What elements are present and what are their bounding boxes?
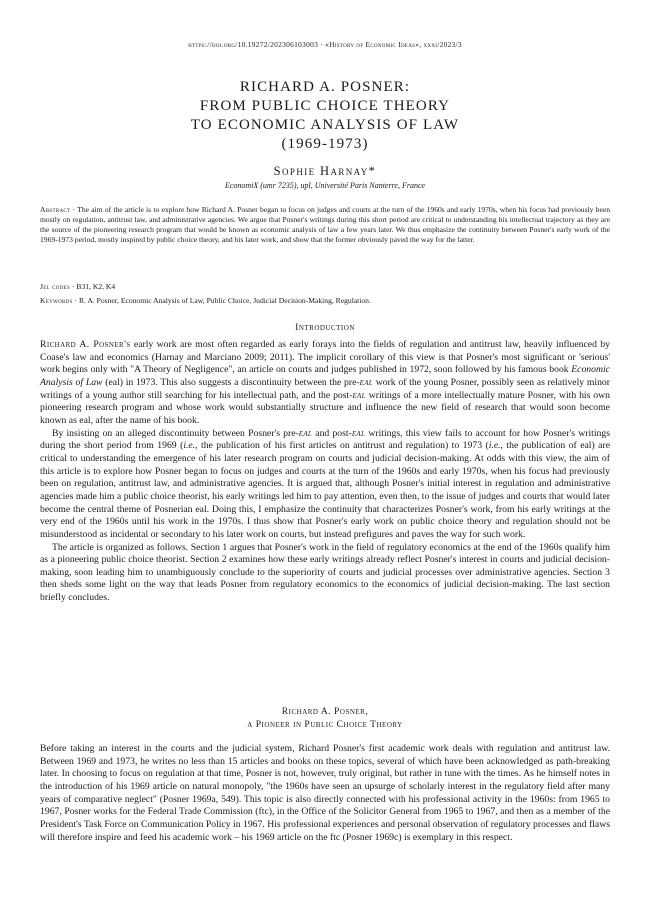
title-line-2: FROM PUBLIC CHOICE THEORY [199, 98, 451, 114]
section-heading-introduction: Introduction [295, 322, 355, 333]
abbrev-eal: eal [298, 427, 313, 439]
paragraph-lead: Richard A. Posner's [40, 339, 131, 350]
keywords-label: Keywords [40, 296, 73, 305]
abstract-label: Abstract [40, 205, 71, 214]
author-affiliation: EconomiX (umr 7235), upl, Université Paris Nanterre, France [224, 181, 426, 190]
jel-separator: · [70, 282, 77, 291]
paragraph-text: and post- [312, 427, 352, 439]
section-heading-line-2: a Pioneer in Public Choice Theory [247, 719, 403, 730]
paragraph-text: (eal) in 1973. This also suggests a discontinuity between the pre- [102, 376, 360, 388]
keywords [40, 296, 610, 306]
section-heading-line-1: Richard A. Posner, [281, 706, 369, 717]
jel-codes [40, 282, 610, 292]
jel-label: Jel codes [40, 282, 71, 291]
title-line-4: (1969-1973) [281, 136, 369, 152]
running-head: https://doi.org/10.19272/202306103003 · «History of Economic Ideas», xxxi/2023/3 [188, 40, 462, 49]
abbrev-eal: eal [351, 427, 366, 439]
section-heading-1 [0, 705, 650, 731]
abstract [40, 205, 610, 245]
author-name [0, 164, 650, 179]
author-name-text: Sophie Harnay [273, 164, 369, 178]
abbrev-ie: i.e. [488, 440, 501, 452]
paragraph-text: , the publication of eal) are critical to understanding the emergence of his later research program on courts and judicial decision-making. At odds with this view, the aim of this article is to explore how Posner began to focus on judges and courts at the turn of the 1960s and early 1970s, when his focus had previously been on regulation, antitrust law, and administrative agencies. It is argued that, although Posner's initial interest in regulation and administrative agencies made him a public choice theorist, his early writings led him to pay attention, even then, to the issue of judges and courts that would later become the central theme of Posnerian eal. Doing this, I emphasize the continuity that characterizes Posner's work, from his early writings at the very end of the 1960s until his work in the 1970s. I thus show that Posner's early work on public choice theory and regulation should not be misunderstood as incidental or secondary to his later work on courts, but instead prefigures and paves the way for such work. [40, 440, 610, 540]
keywords-value: R. A. Posner, Economic Analysis of Law, Public Choice, Judicial Decision-Making, Regulation. [78, 296, 371, 305]
paragraph: The article is organized as follows. Section 1 argues that Posner's work in the field of regulatory economics at the end of the 1960s qualify him as a pioneering public choice theorist. Section 2 examines how these early writings already reflect Posner's interest in courts and judicial decision-making, soon leading him to unambiguously conclude to the superiority of courts and judicial processes over administrative agencies. Section 3 then sheds some light on the way that leads Posner from regulatory economics to the economics of judicial decision-making. The last section briefly concludes. [40, 541, 610, 604]
paragraph-text: , the publication of his first articles on antitrust and regulation) to 1973 ( [195, 440, 489, 452]
title-line-3: TO ECONOMIC ANALYSIS OF LAW [190, 117, 460, 133]
paragraph-text: By insisting on an alleged discontinuity between Posner's pre- [52, 427, 299, 439]
paragraph: Before taking an interest in the courts and the judicial system, Richard Posner's first academic work deals with regulation and antitrust law. Between 1969 and 1973, he writes no less than 15 articles and books on these topics, several of which have been acknowledged as path-breaking later. In choosing to focus on regulation at that time, Posner is not, however, truly original, but rather in tune with the times. As he himself notes in the introduction of his 1969 article on natural monopoly, "the 1960s have seen an upsurge of scholarly interest in the regulatory field after many years of comparative neglect" (Posner 1969a, 549). This topic is also directly connected with his professional activity in the 1960s: from 1965 to 1967, Posner works for the Federal Trade Commission (ftc), in the Office of the Solicitor General from 1965 to 1967, and then as a member of the President's Task Force on Communication Policy in 1967. His professional experiences and personal observation of regulatory processes and flaws will therefore inspire and feed his academic work – his 1969 article on the ftc (Posner 1969c) is exemplary in this respect. [40, 743, 610, 843]
abstract-separator: · [70, 205, 78, 214]
paragraph-text: writings, this view fails to account for how Posner's writings during the short period from 1969 ( [40, 427, 610, 452]
keywords-separator: · [72, 296, 79, 305]
section-1-body [40, 743, 610, 844]
article-title [0, 78, 650, 154]
title-line-1: RICHARD A. POSNER: [239, 79, 411, 95]
author-footnote-mark: * [368, 164, 377, 178]
paragraph-text: early work are most often regarded as early forays into the fields of regulation and antitrust law, heavily influenced by Coase's law and economics (Harnay and Marciano 2009; 2011). The implicit corollary of this view is that Posner's most significant or 'serious' work begins only with "A Theory of Negligence", an article on courts and judges published in 1972, soon followed by his famous book [40, 339, 610, 376]
paragraph-text: work of the young Posner, possibly seen as relatively minor writings of a young author still searching for his intellectual path, and the post- [40, 376, 611, 401]
abstract-text: The aim of the article is to explore how Richard A. Posner began to focus on judges and courts at the turn of the 1960s and early 1970s, when his focus had previously been mostly on regulation, antitrust law, and administrative agencies. We argue that Posner's writings during this short period are critical to understanding his intellectual trajectory as they are the source of the pioneering research program that would be known as economic analysis of law a few years later. We thus emphasize the continuity between Posner's early work of the 1969-1973 period, mostly inspired by public choice theory, and his later work, and show that the former obviously paved the way for the latter. [40, 205, 610, 245]
paragraph [40, 428, 610, 542]
book-title: Economic Analysis of Law [40, 364, 610, 388]
abbrev-ie: i.e. [183, 440, 196, 452]
paragraph [40, 339, 610, 428]
jel-value: B31, K2, K4 [76, 282, 116, 291]
abbrev-eal: eal [352, 389, 366, 401]
introduction-body [40, 339, 610, 605]
abbrev-eal: eal [359, 376, 374, 388]
paragraph-text: writings of a more intellectually mature Posner, with his own pioneering research program and whose work would substantially structure and influence the new field of research that would soon become known as eal, after the name of his book. [40, 389, 610, 426]
